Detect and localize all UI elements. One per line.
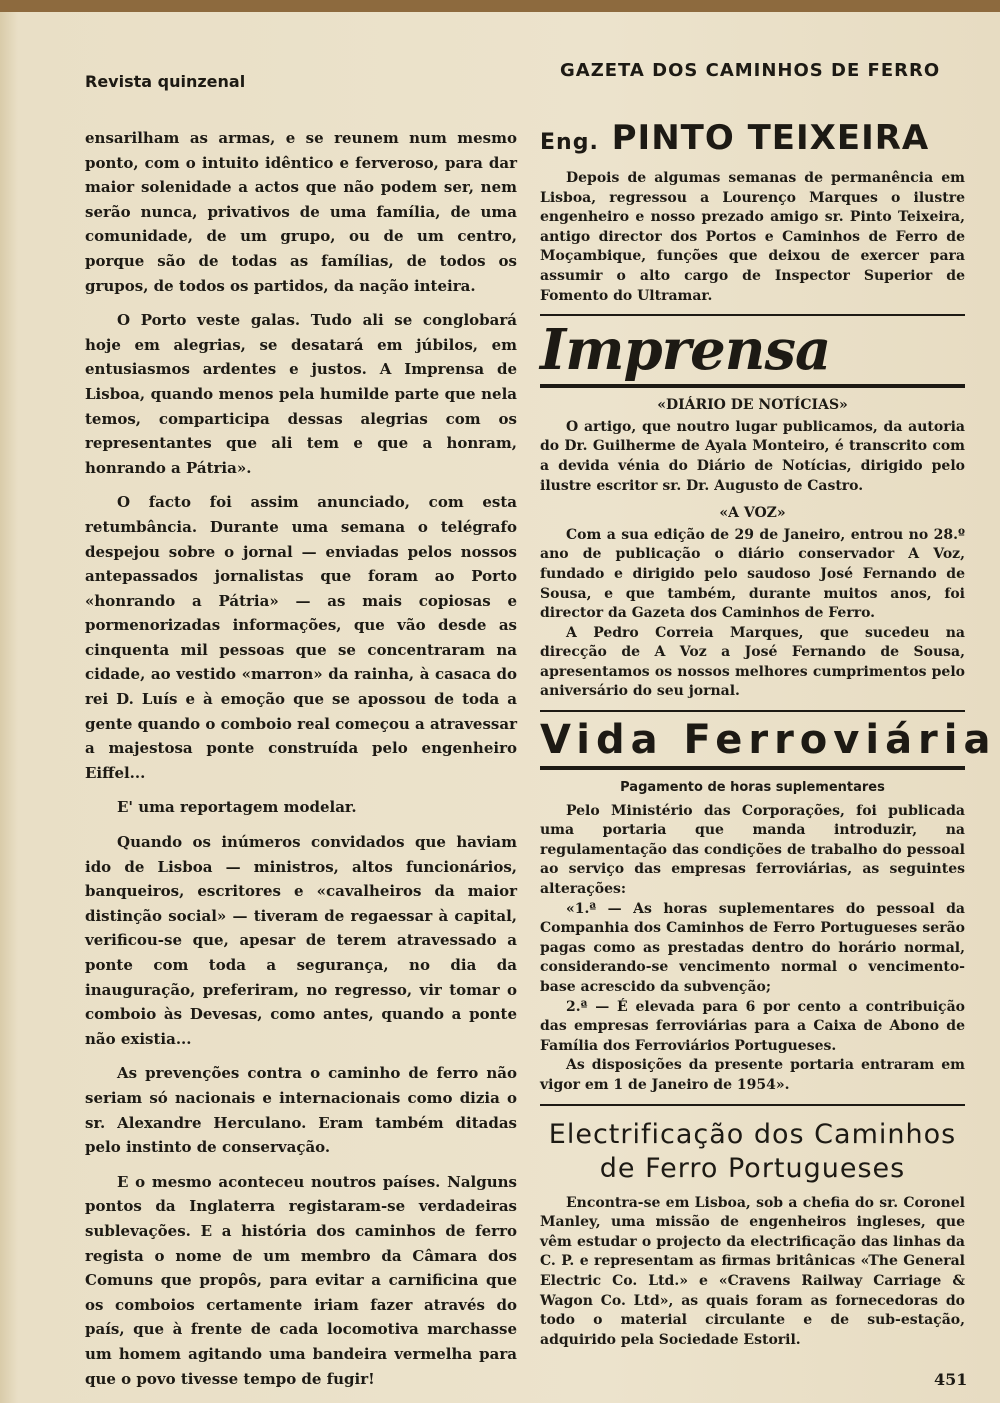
left-column bbox=[85, 126, 517, 1401]
paragraph: Quando os inúmeros convidados que haviam ido de Lisboa — ministros, altos funcionários, banqueiros, escritores e «cavalheiros da maior distinção social» — tiveram de regaessar à capital, verificou-se que, apesar de terem atravessado a ponte com toda a segurança, no dia da inauguração, preferiram, no regresso, vir tomar o comboio às Devesas, como antes, quando a ponte não existia... bbox=[85, 833, 517, 1048]
electrificacao-title bbox=[540, 1118, 965, 1186]
section-divider bbox=[540, 384, 965, 388]
diario-noticias-body: O artigo, que noutro lugar publicamos, da autoria do Dr. Guilherme de Ayala Monteiro, é transcrito com a devida vénia do Diário de Notícias, dirigido pelo ilustre escritor sr. Dr. Augusto de Castro. bbox=[540, 418, 965, 494]
section-divider bbox=[540, 766, 965, 770]
electrificacao-title-line: de Ferro Portugueses bbox=[599, 1152, 906, 1184]
vida-paragraph: «1.ª — As horas suplementares do pessoal da Companhia dos Caminhos de Ferro Portugueses serão pagas como as prestadas dentro do horário normal, considerando-se vencimento normal o vencimento-base acrescido da subvenção; bbox=[540, 900, 965, 995]
vida-paragraph: Pelo Ministério das Corporações, foi publicada uma portaria que manda introduzir, na regulamentação das condições de trabalho do pessoal ao serviço das empresas ferroviárias, as seguintes alterações: bbox=[540, 802, 965, 898]
a-voz-body: A Pedro Correia Marques, que sucedeu na direcção de A Voz a José Fernando de Sousa, apresentamos os nossos melhores cumprimentos pelo aniversário do seu jornal. bbox=[540, 624, 965, 700]
running-header-left: Revista quinzenal bbox=[85, 72, 246, 91]
page-top-edge bbox=[0, 0, 1000, 12]
eng-article-title bbox=[540, 118, 965, 163]
paragraph: O facto foi assim anunciado, com esta retumbância. Durante uma semana o telégrafo despejou sobre o jornal — enviadas pelos nossos antepassados jornalistas que foram ao Porto «honrando a Pátria» — as mais copiosas e pormenorizadas informações, que vão desde as cinquenta mil pessoas que se concentraram na cidade, ao vestido «marron» da rainha, à casaca do rei D. Luís e à emoção que se apossou de toda a gente quando o comboio real começou a atravessar a majestosa ponte construída pelo engenheiro Eiffel... bbox=[85, 493, 517, 782]
eng-article-body: Depois de algumas semanas de permanência em Lisboa, regressou a Lourenço Marques o ilustre engenheiro e nosso prezado amigo sr. Pinto Teixeira, antigo director dos Portos e Caminhos de Ferro de Moçambique, funções que deixou de exercer para assumir o alto cargo de Inspector Superior de Fomento do Ultramar. bbox=[540, 170, 965, 304]
vida-paragraph: 2.ª — É elevada para 6 por cento a contribuição das empresas ferroviárias para a Caixa de Abono de Família dos Ferroviários Portugueses. bbox=[540, 998, 965, 1054]
running-header-title: GAZETA DOS CAMINHOS DE FERRO bbox=[560, 60, 941, 81]
electrificacao-title-line: Electrificação dos Caminhos bbox=[548, 1118, 957, 1150]
diario-noticias-heading: «DIÁRIO DE NOTÍCIAS» bbox=[657, 397, 848, 414]
right-column bbox=[540, 118, 997, 1350]
section-divider bbox=[540, 314, 965, 316]
vida-ferroviaria-title: Vida Ferroviária bbox=[540, 717, 997, 764]
horas-suplementares-heading: Pagamento de horas suplementares bbox=[620, 780, 885, 796]
paragraph: E o mesmo aconteceu noutros países. Nalguns pontos da Inglaterra registaram-se verdadeiras sublevações. E a história dos caminhos de ferro regista o nome de um membro da Câmara dos Comuns que propôs, para evitar a carnificina que os comboios certamente iriam fazer através do país, que à frente de cada locomotiva marchasse um homem agitando uma bandeira vermelha para que o povo tivesse tempo de fugir! bbox=[85, 1172, 517, 1388]
paragraph: O Porto veste galas. Tudo ali se conglobará hoje em alegrias, se desatará em júbilos, em entusiasmos ardentes e justos. A Imprensa de Lisboa, quando menos pela humilde parte que nela temos, comparticipa dessas alegrias com os representantes que ali tem e que a honram, honrando a Pátria». bbox=[85, 311, 517, 477]
paragraph: As prevenções contra o caminho de ferro não seriam só nacionais e internacionais como dizia o sr. Alexandre Herculano. Eram também ditadas pelo instinto de conservação. bbox=[85, 1064, 517, 1157]
page-number: 451 bbox=[934, 1370, 968, 1389]
section-divider bbox=[540, 1104, 965, 1106]
section-divider bbox=[540, 710, 965, 712]
paragraph: ensarilham as armas, e se reunem num mesmo ponto, com o intuito idêntico e ferveroso, para dar maior solenidade a actos que não podem ser, nem serão nunca, privativos de uma família, de uma comunidade, de um grupo, ou de um centro, porque são de todas as famílias, de todos os grupos, de todos os partidos, da nação inteira. bbox=[85, 129, 517, 295]
eng-title-prefix: Eng. bbox=[540, 130, 599, 155]
electrificacao-body: Encontra-se em Lisboa, sob a chefia do sr. Coronel Manley, uma missão de engenheiros ingleses, que vêm estudar o projecto da electrificação das linhas da C. P. e representam as firmas britânicas «The General Electric Co. Ltd.» e «Cravens Railway Carriage & Wagon Co. Ltd», as quais foram as fornecedoras do todo o material circulante e de sub-estação, adquirido pela Sociedade Estoril. bbox=[540, 1194, 965, 1348]
a-voz-body: Com a sua edição de 29 de Janeiro, entrou no 28.º ano de publicação o diário conservador A Voz, fundado e dirigido pelo saudoso José Fernando de Sousa, e que também, durante muitos anos, foi director da Gazeta dos Caminhos de Ferro. bbox=[540, 526, 965, 622]
imprensa-section-title: Imprensa bbox=[540, 317, 831, 384]
eng-title-name: PINTO TEIXEIRA bbox=[611, 118, 930, 158]
a-voz-heading: «A VOZ» bbox=[719, 505, 786, 522]
paragraph: E' uma reportagem modelar. bbox=[117, 798, 357, 817]
vida-paragraph: As disposições da presente portaria entraram em vigor em 1 de Janeiro de 1954». bbox=[540, 1057, 965, 1093]
